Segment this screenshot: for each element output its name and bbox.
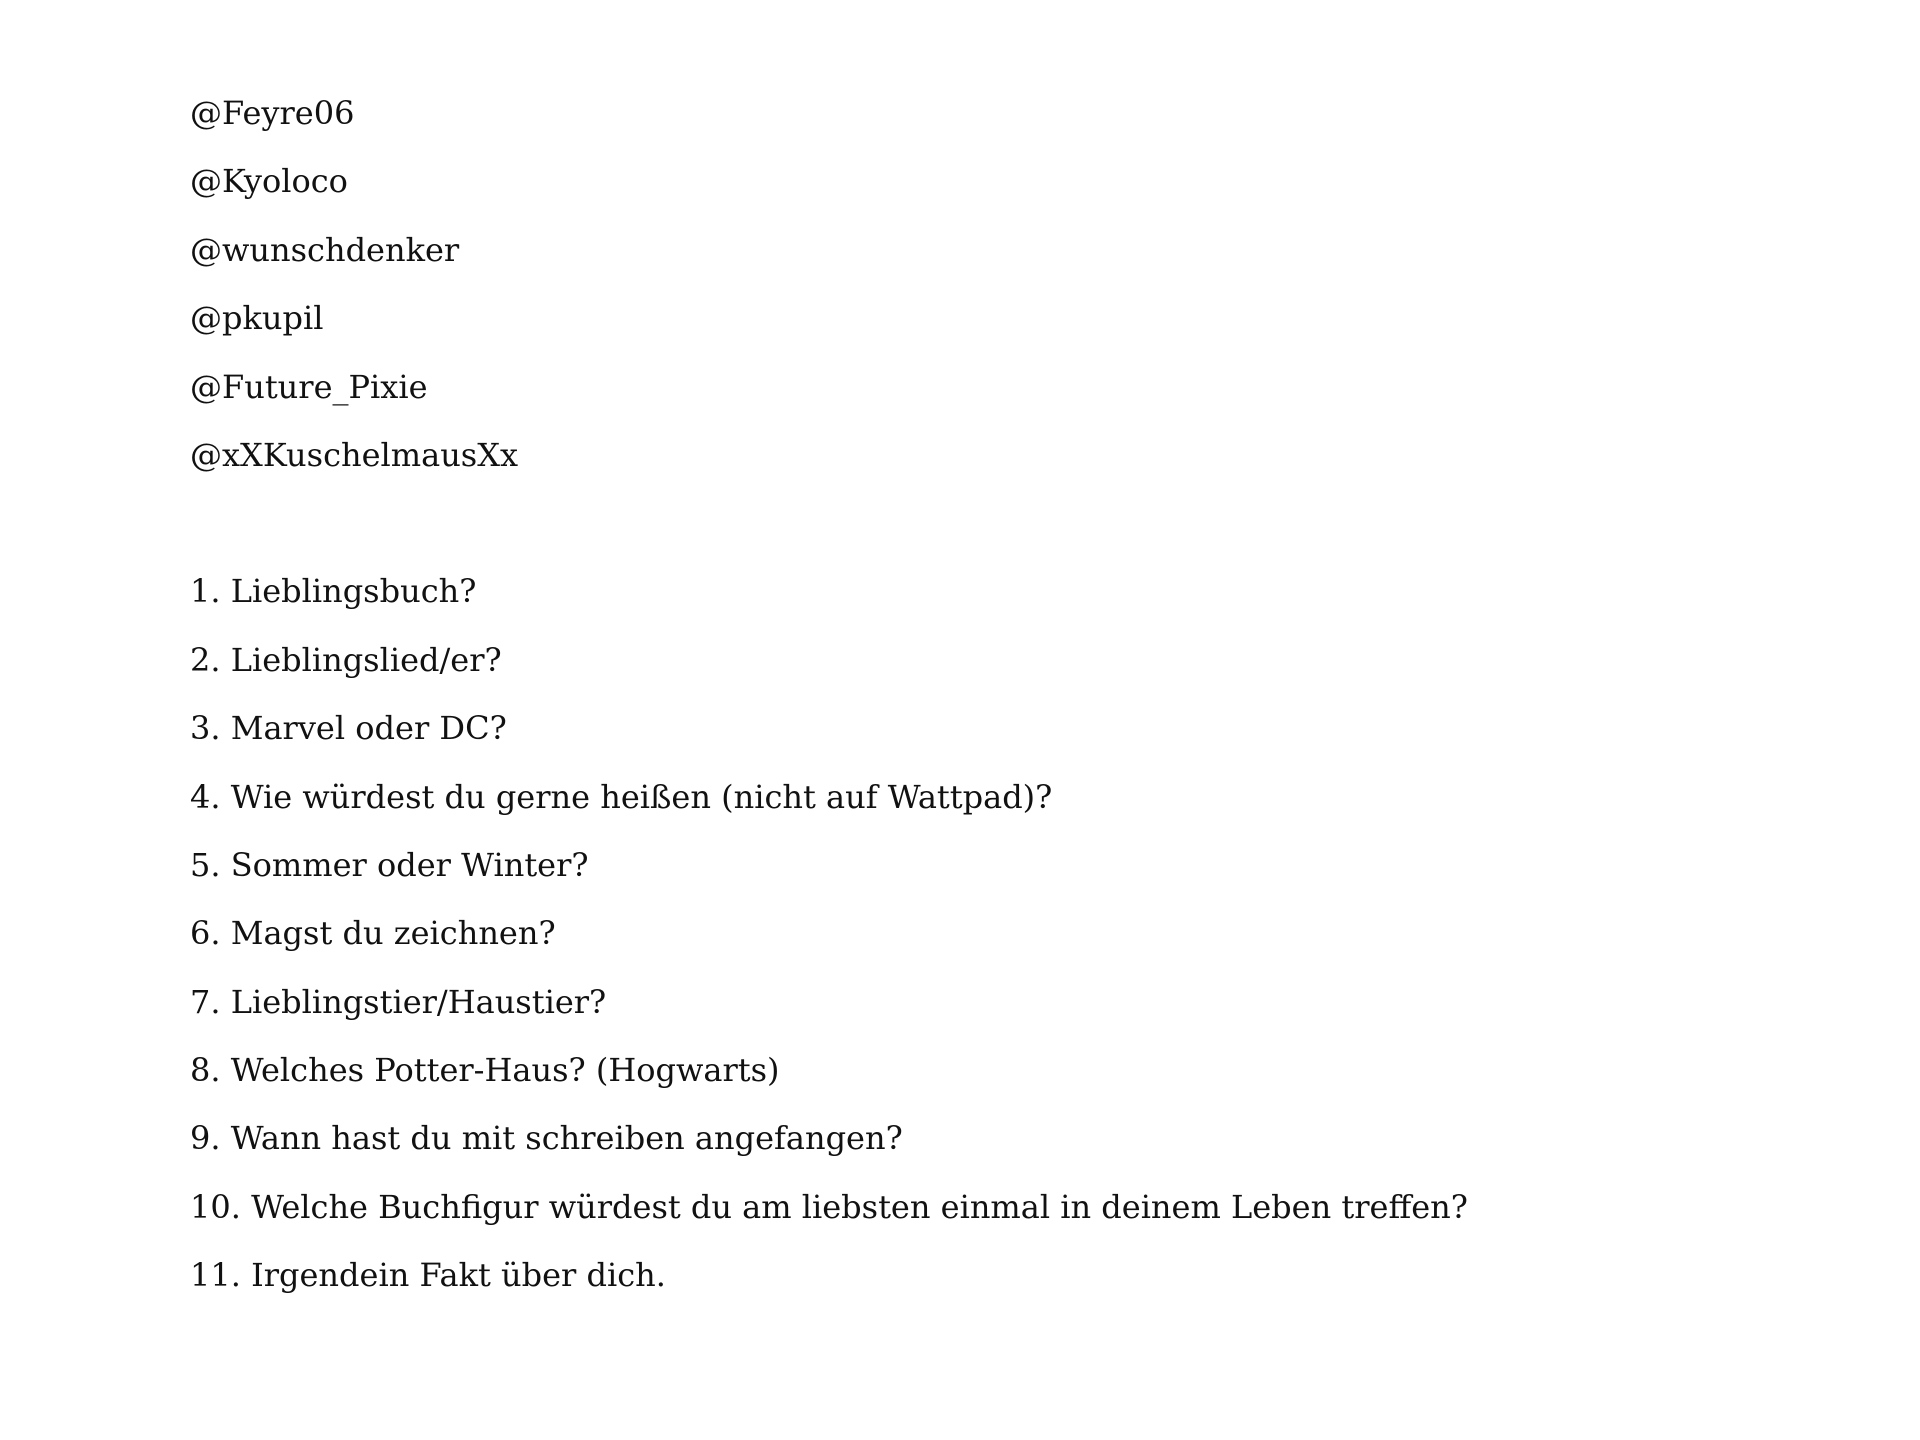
question-item: 3. Marvel oder DC?	[190, 709, 507, 748]
mention-item: @Kyoloco	[190, 162, 348, 201]
question-item: 1. Lieblingsbuch?	[190, 572, 477, 611]
question-item: 8. Welches Potter-Haus? (Hogwarts)	[190, 1051, 780, 1090]
question-item: 7. Lieblingstier/Haustier?	[190, 982, 607, 1021]
question-item: 10. Welche Buchfigur würdest du am liebsten einmal in deinem Leben treffen?	[190, 1187, 1468, 1226]
question-item: 5. Sommer oder Winter?	[190, 845, 589, 884]
question-item: 9. Wann hast du mit schreiben angefangen?	[190, 1119, 903, 1158]
mention-item: @xXKuschelmausXx	[190, 435, 519, 474]
mention-item: @pkupil	[190, 299, 324, 338]
question-item: 2. Lieblingslied/er?	[190, 640, 502, 679]
mention-item: @Feyre06	[190, 94, 355, 132]
mention-item: @wunschdenker	[190, 230, 460, 269]
paragraph-gap	[190, 498, 1790, 566]
question-list	[190, 566, 1790, 1318]
mention-list	[190, 88, 1790, 498]
mention-item: @Future_Pixie	[190, 367, 428, 406]
document-content	[190, 88, 1790, 1319]
question-item: 6. Magst du zeichnen?	[190, 914, 556, 953]
question-item: 4. Wie würdest du gerne heißen (nicht auf Wattpad)?	[190, 777, 1053, 816]
question-item: 11. Irgendein Fakt über dich.	[190, 1256, 666, 1295]
